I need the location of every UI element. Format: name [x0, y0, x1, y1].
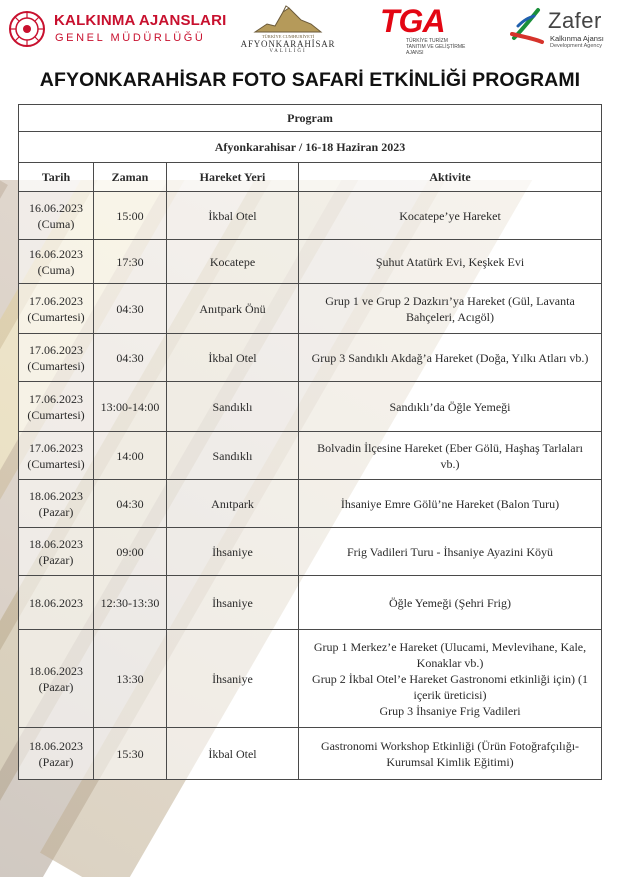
- table-row: [19, 284, 602, 334]
- activity-line: Şuhut Atatürk Evi, Keşkek Evi: [375, 254, 525, 269]
- day-text: (Cumartesi): [27, 456, 85, 471]
- activity-cell: [299, 240, 602, 284]
- tga-logo-mark: TGA: [380, 3, 445, 39]
- kalkinma-ajanslari-logo: [8, 10, 227, 50]
- date-cell: [19, 284, 94, 334]
- date-cell: [19, 630, 94, 728]
- activity-line: Sandıklı’da Öğle Yemeği: [389, 399, 511, 414]
- date-cell: [19, 192, 94, 240]
- activity-cell: [299, 192, 602, 240]
- table-subtitle-row: [19, 132, 602, 163]
- date-cell: [19, 382, 94, 432]
- place-cell: Sandıklı: [167, 382, 299, 432]
- date-cell: [19, 480, 94, 528]
- activity-line: Kocatepe’ye Hareket: [399, 208, 501, 223]
- time-cell: 12:30-13:30: [94, 576, 167, 630]
- date-text: 18.06.2023: [29, 663, 83, 678]
- castle-hill-icon: [253, 4, 323, 34]
- activity-cell: [299, 528, 602, 576]
- date-cell: [19, 432, 94, 480]
- activity-line: Frig Vadileri Turu - İhsaniye Ayazini Köyü: [347, 544, 553, 559]
- date-text: 16.06.2023: [29, 246, 83, 261]
- place-cell: Anıtpark: [167, 480, 299, 528]
- date-text: 17.06.2023: [29, 293, 83, 308]
- place-cell: İkbal Otel: [167, 728, 299, 780]
- place-cell: İhsaniye: [167, 528, 299, 576]
- time-cell: 09:00: [94, 528, 167, 576]
- activity-cell: [299, 334, 602, 382]
- time-cell: 13:00-14:00: [94, 382, 167, 432]
- tga-logo-subtitle: [406, 38, 480, 56]
- place-cell: İhsaniye: [167, 630, 299, 728]
- table-row: [19, 528, 602, 576]
- tga-logo: [380, 3, 480, 58]
- zafer-swoosh-icon: [508, 6, 546, 46]
- activity-cell: [299, 284, 602, 334]
- column-header-time: Zaman: [94, 163, 167, 192]
- activity-cell: [299, 630, 602, 728]
- program-table: [18, 104, 602, 780]
- activity-line: Bahçeleri, Acıgöl): [406, 309, 494, 324]
- date-text: 17.06.2023: [29, 391, 83, 406]
- place-cell: İkbal Otel: [167, 334, 299, 382]
- activity-line: Kurumsal Kimlik Eğitimi): [386, 754, 514, 769]
- day-text: (Cuma): [37, 216, 75, 231]
- kalkinma-logo-line2: GENEL MÜDÜRLÜĞÜ: [55, 32, 206, 44]
- date-text: 18.06.2023: [29, 536, 83, 551]
- time-cell: 04:30: [94, 284, 167, 334]
- header-logos: [0, 0, 620, 66]
- activity-line: Öğle Yemeği (Şehri Frig): [389, 595, 511, 610]
- date-cell: [19, 240, 94, 284]
- column-header-date: Tarih: [19, 163, 94, 192]
- date-cell: [19, 728, 94, 780]
- valilik-name: AFYONKARAHİSAR: [240, 39, 336, 49]
- date-cell: [19, 528, 94, 576]
- time-cell: 17:30: [94, 240, 167, 284]
- day-text: (Pazar): [38, 552, 74, 567]
- program-table-body: [19, 192, 602, 780]
- activity-line: Grup 3 İhsaniye Frig Vadileri: [379, 703, 521, 718]
- valilik-small-text: TÜRKİYE CUMHURİYETİ: [261, 34, 315, 39]
- activity-line: Grup 3 Sandıklı Akdağ’a Hareket (Doğa, Yılkı Atları vb.): [311, 350, 589, 365]
- date-text: 18.06.2023: [29, 595, 83, 610]
- activity-line: İhsaniye Emre Gölü’ne Hareket (Balon Turu): [340, 496, 560, 511]
- zafer-kalkinma-logo: [508, 6, 616, 56]
- table-row: [19, 480, 602, 528]
- activity-line: Grup 1 Merkez’e Hareket (Ulucami, Mevlevihane, Kale,: [313, 639, 587, 654]
- table-subtitle: Afyonkarahisar / 16-18 Haziran 2023: [19, 132, 602, 163]
- date-text: 17.06.2023: [29, 342, 83, 357]
- column-header-activity: Aktivite: [299, 163, 602, 192]
- table-row: [19, 240, 602, 284]
- activity-line: Gastronomi Workshop Etkinliği (Ürün Fotoğrafçılığı-: [320, 738, 580, 753]
- activity-line: Konaklar vb.): [416, 655, 484, 670]
- activity-cell: [299, 480, 602, 528]
- place-cell: Anıtpark Önü: [167, 284, 299, 334]
- kalkinma-emblem-icon: [8, 10, 46, 48]
- page-title: AFYONKARAHİSAR FOTO SAFARİ ETKİNLİĞİ PROGRAMI: [39, 69, 581, 91]
- tga-sub-line: AJANSI: [406, 50, 424, 56]
- day-text: (Cumartesi): [27, 358, 85, 373]
- zafer-logo-sub2: Development Agency: [550, 43, 602, 49]
- activity-line: Bolvadin İlçesine Hareket (Eber Gölü, Haşhaş Tarlaları: [317, 440, 583, 455]
- table-caption-row: [19, 105, 602, 132]
- activity-line: Grup 1 ve Grup 2 Dazkırı’ya Hareket (Gül, Lavanta: [325, 293, 575, 308]
- table-row: [19, 576, 602, 630]
- table-row: [19, 382, 602, 432]
- activity-cell: [299, 382, 602, 432]
- column-header-place: Hareket Yeri: [167, 163, 299, 192]
- place-cell: İhsaniye: [167, 576, 299, 630]
- table-caption: Program: [19, 105, 602, 132]
- zafer-logo-sub1: Kalkınma Ajansı: [550, 34, 604, 43]
- activity-line: vb.): [440, 456, 460, 471]
- date-text: 17.06.2023: [29, 440, 83, 455]
- time-cell: 04:30: [94, 480, 167, 528]
- place-cell: İkbal Otel: [167, 192, 299, 240]
- time-cell: 14:00: [94, 432, 167, 480]
- table-row: [19, 334, 602, 382]
- date-text: 16.06.2023: [29, 200, 83, 215]
- table-header-row: [19, 163, 602, 192]
- table-row: [19, 630, 602, 728]
- day-text: (Pazar): [38, 754, 74, 769]
- date-text: 18.06.2023: [29, 488, 83, 503]
- place-cell: Kocatepe: [167, 240, 299, 284]
- time-cell: 04:30: [94, 334, 167, 382]
- table-row: [19, 192, 602, 240]
- day-text: (Cumartesi): [27, 309, 85, 324]
- date-cell: [19, 334, 94, 382]
- valilik-sub: VALİLİĞİ: [269, 49, 307, 54]
- table-row: [19, 728, 602, 780]
- day-text: (Pazar): [38, 504, 74, 519]
- afyonkarahisar-valiligi-logo: [240, 4, 336, 62]
- activity-cell: [299, 576, 602, 630]
- table-row: [19, 432, 602, 480]
- time-cell: 15:30: [94, 728, 167, 780]
- activity-cell: [299, 728, 602, 780]
- zafer-logo-name: Zafer: [548, 8, 602, 33]
- kalkinma-logo-line1: KALKINMA AJANSLARI: [54, 12, 227, 29]
- date-cell: [19, 576, 94, 630]
- day-text: (Pazar): [38, 679, 74, 694]
- day-text: (Cuma): [37, 262, 75, 277]
- activity-line: Grup 2 İkbal Otel’e Hareket Gastronomi etkinliği için) (1: [312, 671, 588, 686]
- day-text: (Cumartesi): [27, 407, 85, 422]
- tga-sub-line: TÜRKİYE TURİZM: [406, 38, 448, 44]
- time-cell: 15:00: [94, 192, 167, 240]
- activity-cell: [299, 432, 602, 480]
- time-cell: 13:30: [94, 630, 167, 728]
- activity-line: içerik üreticisi): [413, 687, 487, 702]
- place-cell: Sandıklı: [167, 432, 299, 480]
- date-text: 18.06.2023: [29, 738, 83, 753]
- tga-sub-line: TANITIM VE GELİŞTİRME: [406, 44, 466, 50]
